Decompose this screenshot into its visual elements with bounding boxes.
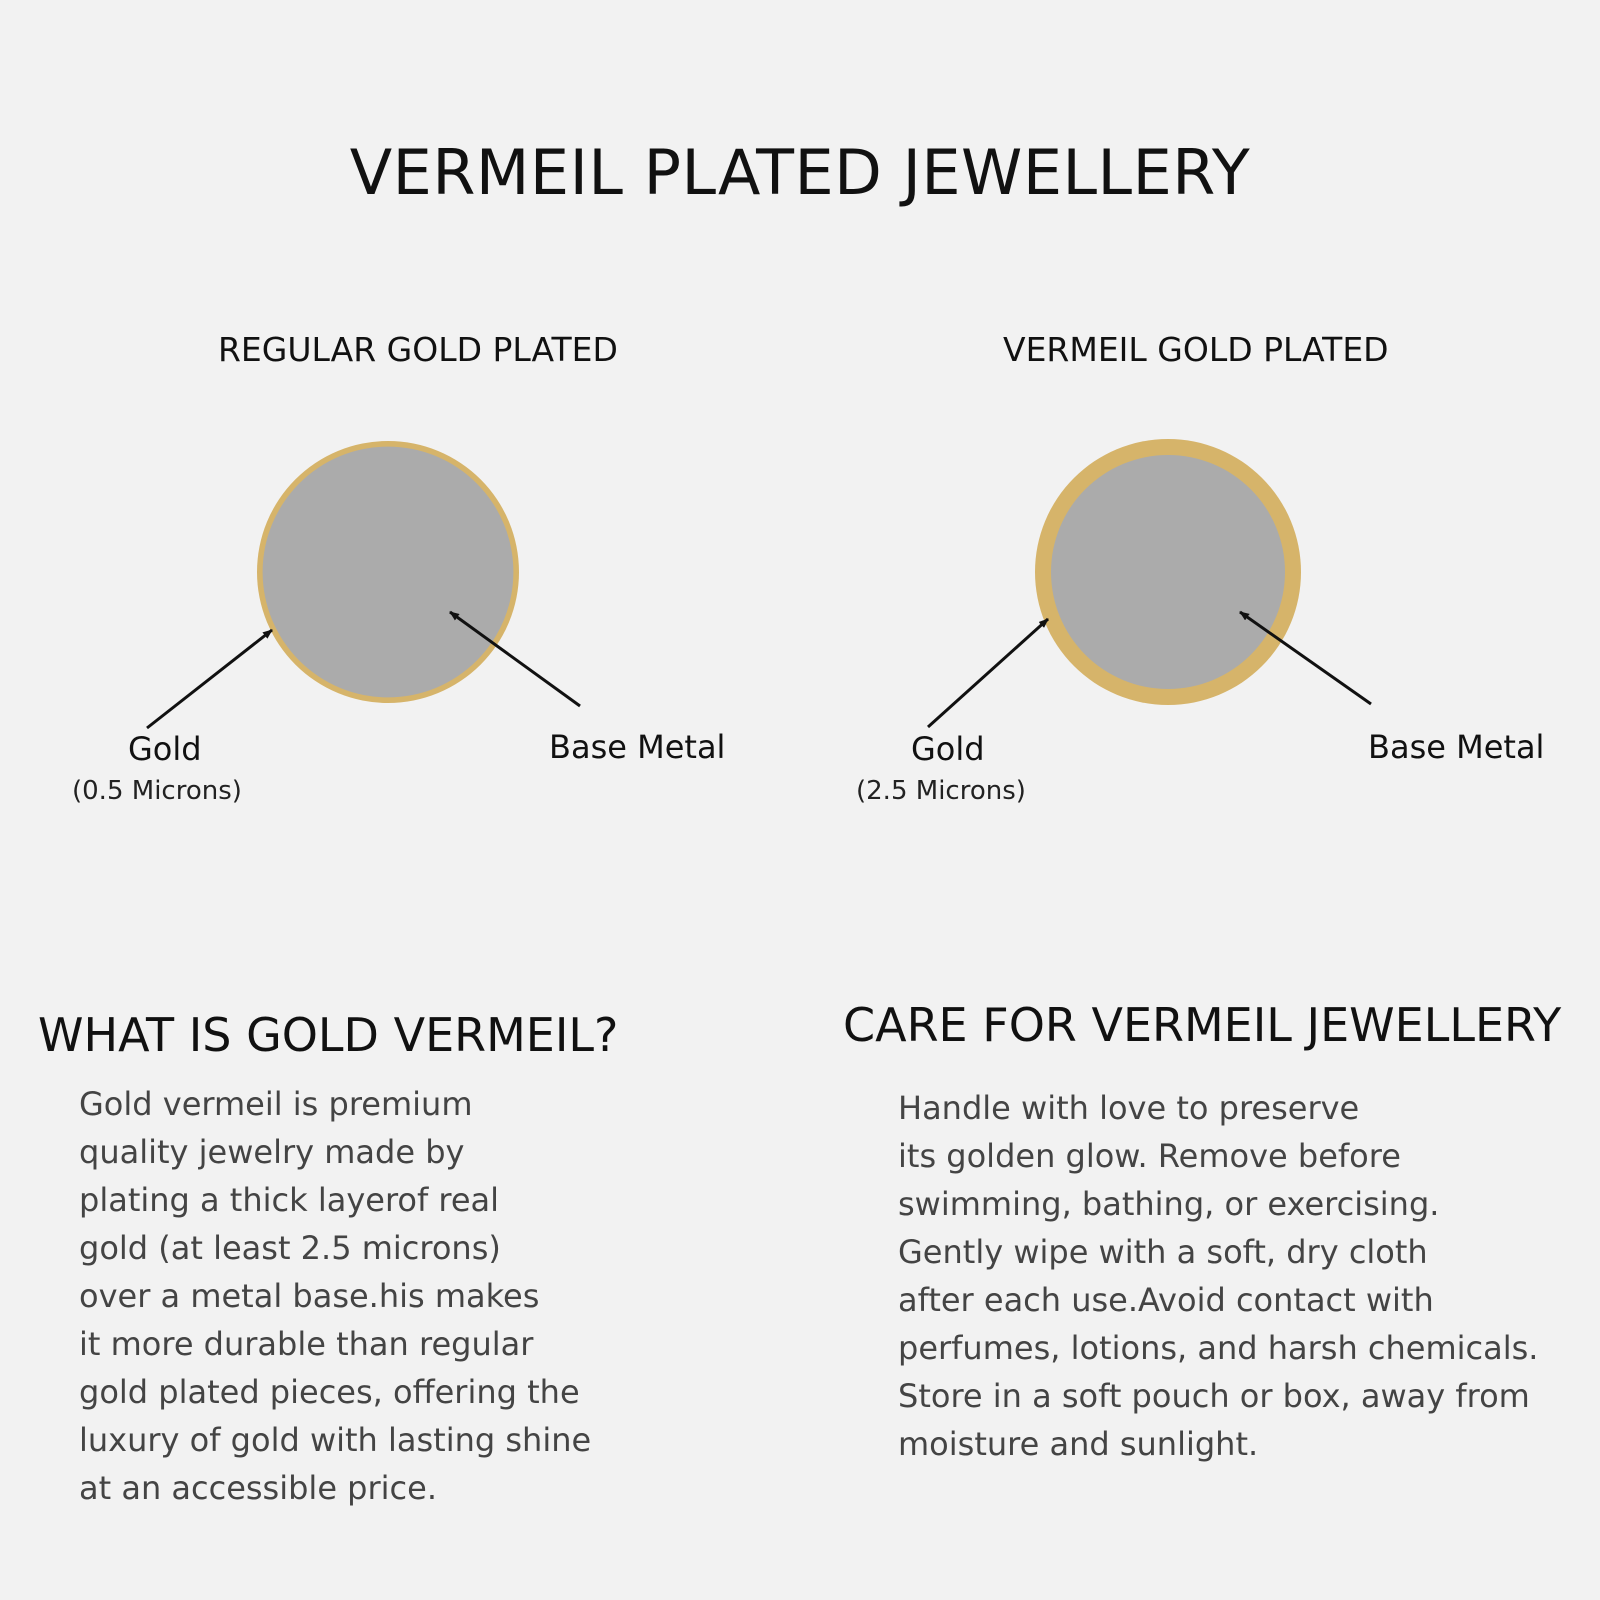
regular-base-metal (263, 447, 514, 698)
care-paragraph (898, 1084, 1538, 1468)
what-is-line: Gold vermeil is premium (79, 1085, 473, 1123)
what-is-line: plating a thick layerof real (79, 1181, 500, 1219)
care-line: Gently wipe with a soft, dry cloth (898, 1233, 1428, 1271)
what-is-line: it more durable than regular (79, 1325, 534, 1363)
what-is-line: gold plated pieces, offering the (79, 1373, 580, 1411)
vermeil-gold-caption: Gold (911, 730, 985, 768)
what-is-paragraph (79, 1080, 591, 1512)
what-is-line: at an accessible price. (79, 1469, 437, 1507)
what-is-heading: WHAT IS GOLD VERMEIL? (38, 1008, 619, 1062)
regular-gold-thickness: (0.5 Microns) (72, 776, 242, 806)
vermeil-base-caption: Base Metal (1368, 728, 1545, 766)
vermeil-base-metal (1051, 455, 1285, 689)
what-is-line: luxury of gold with lasting shine (79, 1421, 592, 1459)
page-title: VERMEIL PLATED JEWELLERY (349, 136, 1251, 209)
care-line: moisture and sunlight. (898, 1425, 1259, 1463)
care-line: Handle with love to preserve (898, 1089, 1360, 1127)
what-is-line: over a metal base.his makes (79, 1277, 540, 1315)
vermeil-gold-arrow (928, 619, 1048, 727)
regular-plated-label: REGULAR GOLD PLATED (218, 330, 618, 369)
vermeil-gold-thickness: (2.5 Microns) (856, 776, 1026, 806)
care-line: Store in a soft pouch or box, away from (898, 1377, 1530, 1415)
what-is-line: gold (at least 2.5 microns) (79, 1229, 501, 1267)
care-line: its golden glow. Remove before (898, 1137, 1401, 1175)
vermeil-plated-label: VERMEIL GOLD PLATED (1003, 330, 1389, 369)
care-line: swimming, bathing, or exercising. (898, 1185, 1440, 1223)
care-line: perfumes, lotions, and harsh chemicals. (898, 1329, 1539, 1367)
regular-gold-arrow (147, 630, 272, 728)
care-line: after each use.Avoid contact with (898, 1281, 1434, 1319)
regular-gold-caption: Gold (128, 730, 202, 768)
care-heading: CARE FOR VERMEIL JEWELLERY (843, 998, 1562, 1052)
regular-base-caption: Base Metal (549, 728, 726, 766)
what-is-line: quality jewelry made by (79, 1133, 465, 1171)
